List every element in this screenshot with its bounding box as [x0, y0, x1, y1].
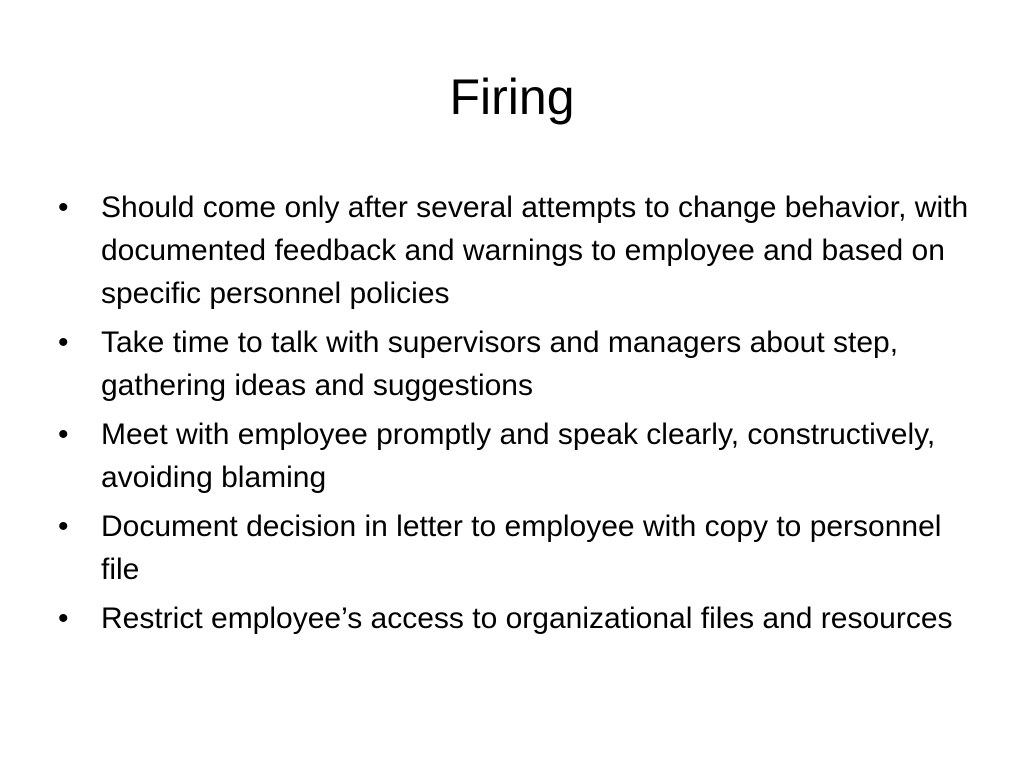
bullet-icon: • [58, 418, 69, 451]
bullet-item [58, 597, 978, 640]
bullet-item [58, 321, 978, 407]
bullet-text: Take time to talk with supervisors and managers about step, gathering ideas and suggestions [101, 326, 899, 402]
bullet-item [58, 413, 978, 499]
bullet-text: Restrict employee’s access to organizational files and resources [101, 602, 953, 635]
bullet-item [58, 186, 978, 315]
bullet-list [58, 186, 978, 646]
bullet-icon: • [58, 326, 69, 359]
bullet-text: Should come only after several attempts to change behavior, with documented feedback and warnings to employee and based on specific personnel policies [101, 191, 969, 310]
bullet-icon: • [58, 602, 69, 635]
bullet-icon: • [58, 510, 69, 543]
bullet-text: Meet with employee promptly and speak clearly, constructively, avoiding blaming [101, 418, 936, 494]
bullet-item [58, 505, 978, 591]
bullet-icon: • [58, 191, 69, 224]
slide-title: Firing [449, 69, 575, 125]
bullet-text: Document decision in letter to employee with copy to personnel file [101, 510, 942, 586]
